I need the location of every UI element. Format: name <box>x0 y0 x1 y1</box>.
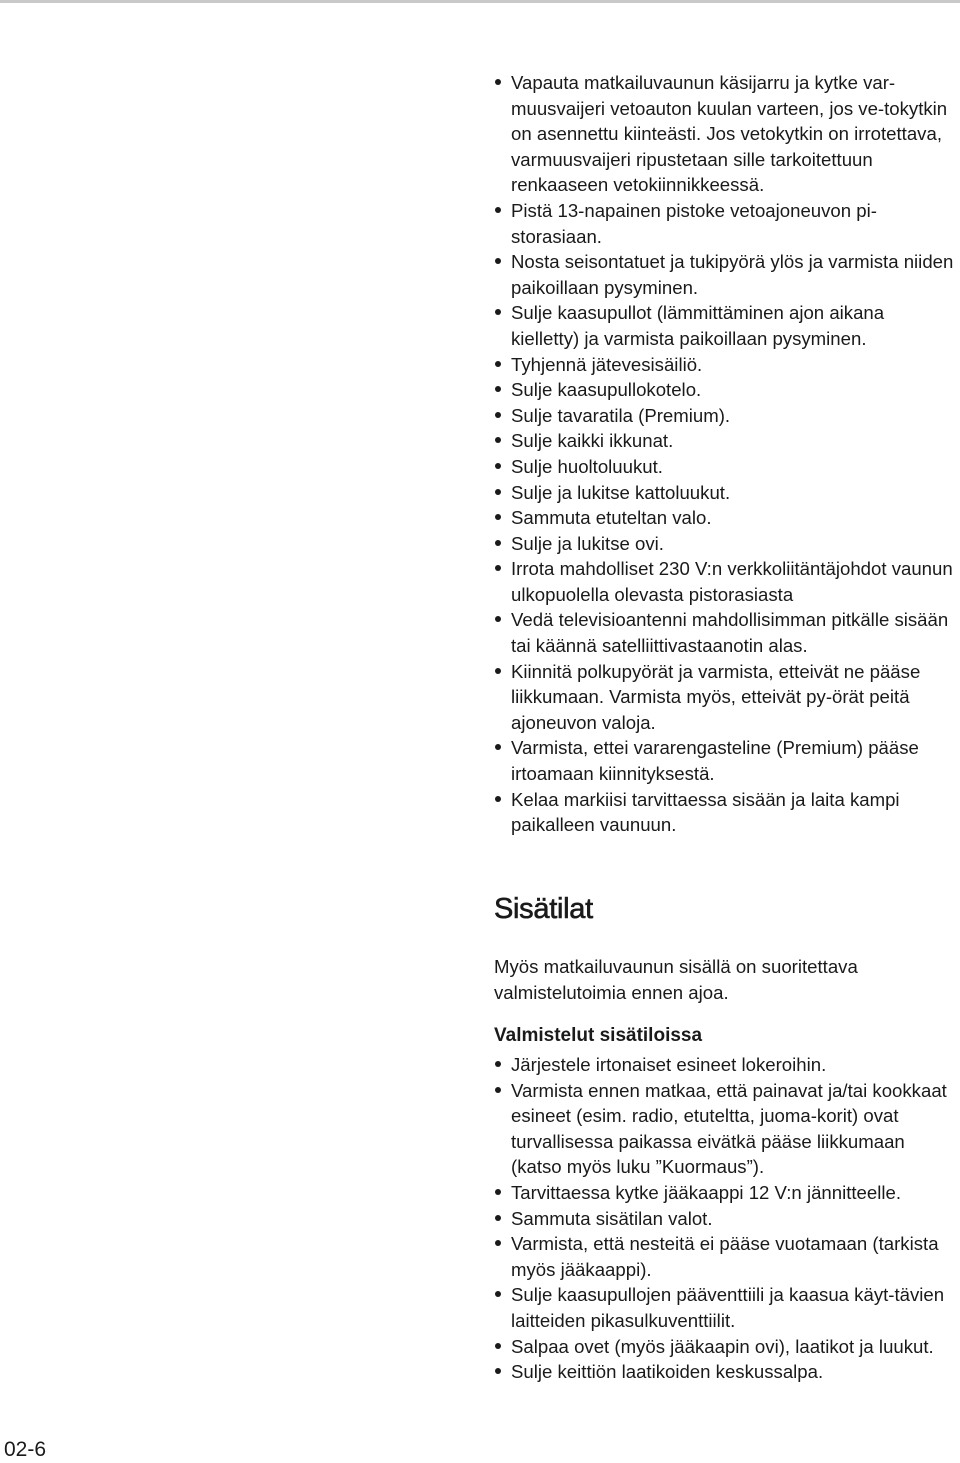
list-item: Järjestele irtonaiset esineet lokeroihin. <box>494 1052 956 1078</box>
list-item: Kelaa markiisi tarvittaessa sisään ja laita kampi paikalleen vaunuun. <box>494 787 956 838</box>
list-item: Tarvittaessa kytke jääkaappi 12 V:n jännitteelle. <box>494 1180 956 1206</box>
list-item: Vedä televisioantenni mahdollisimman pitkälle sisään tai käännä satelliittivastaanotin alas. <box>494 607 956 658</box>
list-item: Sammuta sisätilan valot. <box>494 1206 956 1232</box>
list-item: Sulje kaasupullojen pääventtiili ja kaasua käyt-tävien laitteiden pikasulkuventtiilit. <box>494 1282 956 1333</box>
list-item: Sulje huoltoluukut. <box>494 454 956 480</box>
list-item: Sulje kaasupullot (lämmittäminen ajon aikana kielletty) ja varmista paikoillaan pysyminen. <box>494 300 956 351</box>
top-rule <box>0 0 960 3</box>
list-item: Irrota mahdolliset 230 V:n verkkoliitäntäjohdot vaunun ulkopuolella olevasta pistorasiasta <box>494 556 956 607</box>
list-item: Sulje keittiön laatikoiden keskussalpa. <box>494 1359 956 1385</box>
section-heading: Sisätilat <box>494 893 593 925</box>
interior-checklist <box>494 1052 956 1385</box>
list-item: Nosta seisontatuet ja tukipyörä ylös ja varmista niiden paikoillaan pysyminen. <box>494 249 956 300</box>
list-item: Kiinnitä polkupyörät ja varmista, etteivät ne pääse liikkumaan. Varmista myös, etteivät py-örät peitä ajoneuvon valoja. <box>494 659 956 736</box>
list-item: Sulje kaasupullokotelo. <box>494 377 956 403</box>
page-number: 02-6 <box>4 1438 47 1461</box>
list-item: Sulje tavaratila (Premium). <box>494 403 956 429</box>
list-item: Vapauta matkailuvaunun käsijarru ja kytke var-muusvaijeri vetoauton kuulan varteen, jos ve-tokytkin on asennettu kiinteästi. Jos vetokytkin on irrotettava, varmuusvaijeri ripustetaan sille tarkoitettuun renkaaseen vetokiinnikkeessä. <box>494 70 956 198</box>
intro-paragraph: Myös matkailuvaunun sisällä on suoritettava valmistelutoimia ennen ajoa. <box>494 956 858 1003</box>
subsection-heading: Valmistelut sisätiloissa <box>494 1025 703 1046</box>
list-item: Varmista ennen matkaa, että painavat ja/tai kookkaat esineet (esim. radio, etuteltta, juoma-korit) ovat turvallisessa paikassa eivätkä pääse liikkumaan (katso myös luku ”Kuormaus”). <box>494 1078 956 1180</box>
list-item: Sulje ja lukitse kattoluukut. <box>494 480 956 506</box>
list-item: Sammuta etuteltan valo. <box>494 505 956 531</box>
list-item: Sulje ja lukitse ovi. <box>494 531 956 557</box>
list-item: Sulje kaikki ikkunat. <box>494 428 956 454</box>
list-item: Pistä 13-napainen pistoke vetoajoneuvon pi-storasiaan. <box>494 198 956 249</box>
list-item: Tyhjennä jätevesisäiliö. <box>494 352 956 378</box>
list-item: Salpaa ovet (myös jääkaapin ovi), laatikot ja luukut. <box>494 1334 956 1360</box>
departure-checklist <box>494 70 956 838</box>
list-item: Varmista, että nesteitä ei pääse vuotamaan (tarkista myös jääkaappi). <box>494 1231 956 1282</box>
list-item: Varmista, ettei vararengasteline (Premium) pääse irtoamaan kiinnityksestä. <box>494 735 956 786</box>
